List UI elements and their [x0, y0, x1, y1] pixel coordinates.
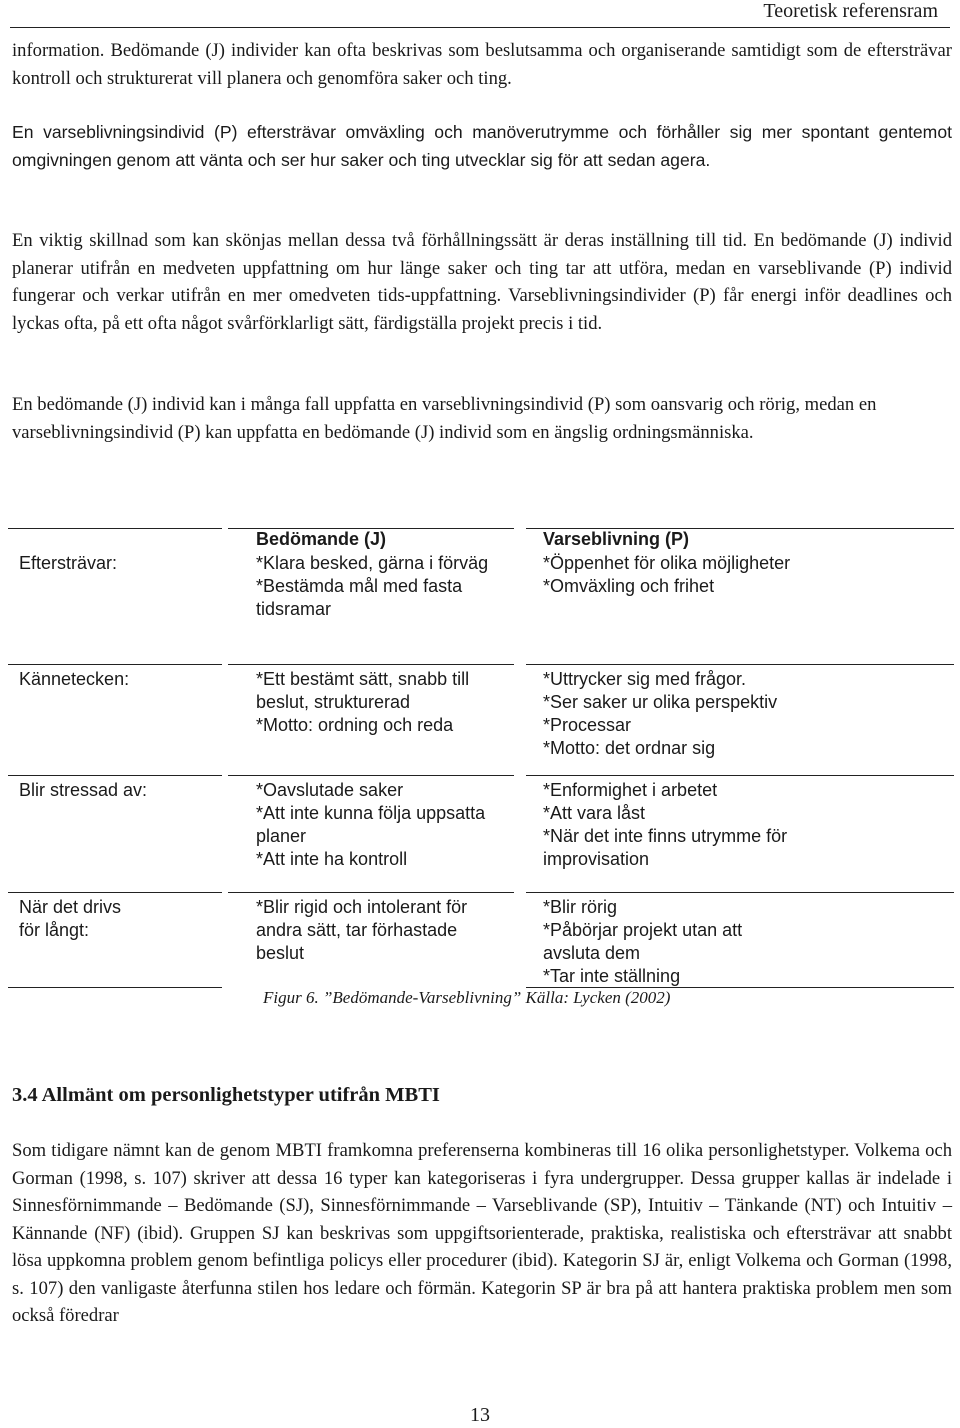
running-header: Teoretisk referensram [763, 0, 938, 22]
table-rule [526, 664, 954, 665]
table-rule [8, 987, 222, 988]
table-rule [8, 528, 222, 529]
table-rule [8, 664, 222, 665]
table-rule [8, 892, 222, 893]
figure-caption: Figur 6. ”Bedömande-Varseblivning” Källa: Lycken (2002) [263, 988, 671, 1007]
column-header-judging: Bedömande (J) [256, 529, 387, 549]
table-rule [228, 775, 514, 776]
section-heading: 3.4 Allmänt om personlighetstyper utifrån MBTI [12, 1084, 440, 1106]
table-rule [228, 664, 514, 665]
paragraph-perception-of-others: En bedömande (J) individ kan i många fall uppfatta en varseblivningsindivid (P) som oansvarig och rörig, medan en varseblivningsindivid (P) kan uppfatta en bedömande (J) individ som en ängslig ordningsmänniska. [12, 394, 877, 443]
page-number: 13 [470, 1404, 490, 1426]
table-cell-perceiving: *Öppenhet för olika möjligheter *Omväxling och frihet [543, 553, 791, 596]
section-body-paragraph: Som tidigare nämnt kan de genom MBTI framkomna preferenserna kombineras till 16 olika personlighetstyper. Volkema och Gorman (1998, s. 107) skriver att dessa 16 typer kan kategoriseras i fyra undergrupper. Dessa grupper kallas är indelade i Sinnesförnimmande – Bedömande (SJ), Sinnesförnimmande – Varseblivande (SP), Intuitiv – Tänkande (NT) och Intuitiv – Kännande (NF) (ibid). Gruppen SJ kan beskrivas som uppgiftsorienterade, praktiska, realistiska och eftersträvar att snabbt lösa uppkomna problem genom befintliga policys eller procedurer (ibid). Kategorin SJ är, enligt Volkema och Gorman (1998, s. 107) den vanligaste återfunna stilen hos ledare och förmän. Kategorin SP är bra på att hantera praktiska problem men som också föredrar [12, 1140, 952, 1326]
paragraph-time-attitude: En viktig skillnad som kan skönjas mellan dessa två förhållningssätt är deras inställning till tid. En bedömande (J) individ planerar utifrån en medveten uppfattning om hur länge saker och ting tar att utföra, medan en varseblivande (P) individ fungerar och verkar utifrån en mer omedveten tids-uppfattning. Varseblivningsindivider (P) får energi inför deadlines och lyckas ofta, på ett ofta något svårförklarligt sätt, färdigställa projekt precis i tid. [12, 230, 952, 334]
column-header-perceiving: Varseblivning (P) [543, 529, 690, 549]
header-divider [10, 27, 950, 28]
table-cell-perceiving: *Uttrycker sig med frågor. *Ser saker ur olika perspektiv *Processar *Motto: det ordnar sig [543, 669, 778, 758]
row-label: Blir stressad av: [19, 780, 148, 800]
paragraph-judging-intro: information. Bedömande (J) individer kan ofta beskrivas som beslutsamma och organiserande samtidigt som de eftersträvar kontroll och strukturerat vill planera och genomföra saker och ting. [12, 40, 952, 89]
table-rule [526, 775, 954, 776]
table-rule [8, 775, 222, 776]
row-label: När det drivs för långt: [19, 897, 122, 940]
table-cell-perceiving: *Blir rörig *Påbörjar projekt utan att avsluta dem *Tar inte ställning [543, 897, 743, 986]
table-rule [228, 892, 514, 893]
row-label: Kännetecken: [19, 669, 130, 689]
table-rule [526, 892, 954, 893]
table-cell-judging: *Oavslutade saker *Att inte kunna följa uppsatta planer *Att inte ha kontroll [256, 780, 486, 869]
table-cell-judging: *Blir rigid och intolerant för andra sätt, tar förhastade beslut [256, 897, 468, 963]
table-cell-perceiving: *Enformighet i arbetet *Att vara låst *När det inte finns utrymme för improvisation [543, 780, 788, 869]
row-label: Eftersträvar: [19, 553, 118, 573]
table-cell-judging: *Klara besked, gärna i förväg *Bestämda mål med fasta tidsramar [256, 553, 489, 619]
paragraph-perceiving: En varseblivningsindivid (P) eftersträvar omväxling och manöverutrymme och förhåller sig mer spontant gentemot omgivningen genom att vänta och ser hur saker och ting utvecklar sig för att sedan agera. [12, 122, 952, 170]
table-cell-judging: *Ett bestämt sätt, snabb till beslut, strukturerad *Motto: ordning och reda [256, 669, 470, 735]
